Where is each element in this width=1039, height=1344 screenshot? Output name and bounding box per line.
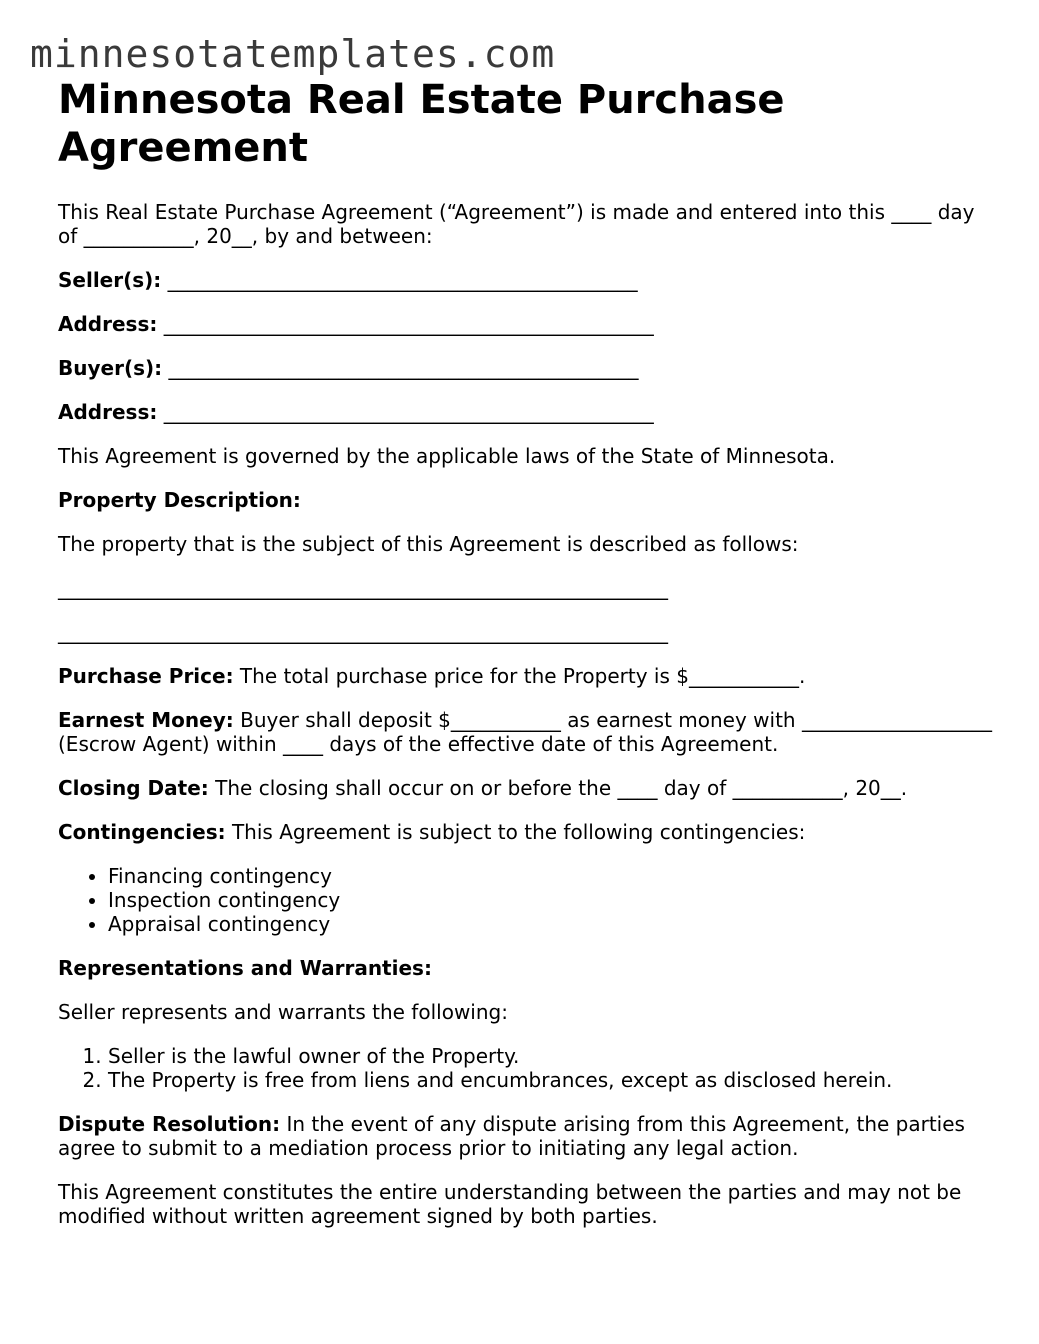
property-heading: Property Description: (58, 488, 301, 512)
buyer-address-label: Address: (58, 400, 158, 424)
warranties-list (58, 1044, 993, 1092)
buyer-blank: _______________________________________________ (168, 356, 639, 380)
property-line-2: _____________________________________________________________ (58, 620, 668, 644)
property-line-1: _____________________________________________________________ (58, 576, 668, 600)
agreement-document (58, 76, 993, 1248)
purchase-price-text: The total purchase price for the Property is $___________. (233, 664, 806, 688)
dispute-text: In the event of any dispute arising from this Agreement, the parties agree to submit to a mediation process prior to initiating any legal action. (58, 1112, 965, 1160)
contingencies-text: This Agreement is subject to the following contingencies: (225, 820, 806, 844)
seller-address-field (58, 312, 993, 336)
governing-law-paragraph: This Agreement is governed by the applicable laws of the State of Minnesota. (58, 444, 836, 468)
closing-date-paragraph (58, 776, 993, 800)
entire-agreement-paragraph: This Agreement constitutes the entire understanding between the parties and may not be modified without written agreement signed by both parties. (58, 1180, 962, 1228)
document-title: Minnesota Real Estate Purchase Agreement (58, 77, 785, 171)
seller-address-label: Address: (58, 312, 158, 336)
purchase-price-paragraph (58, 664, 993, 688)
list-item: 2. The Property is free from liens and encumbrances, except as disclosed herein. (108, 1068, 993, 1092)
seller-field (58, 268, 993, 292)
seller-blank: _______________________________________________ (167, 268, 638, 292)
buyer-address-blank: _________________________________________________ (163, 400, 654, 424)
earnest-money-paragraph (58, 708, 993, 756)
earnest-money-text: Buyer shall deposit $___________ as earnest money with ___________________ (Escrow Agent) within ____ days of the effective date of this Agreement. (58, 708, 992, 756)
list-item: • Inspection contingency (108, 888, 993, 912)
buyer-field (58, 356, 993, 380)
earnest-money-label: Earnest Money: (58, 708, 234, 732)
dispute-label: Dispute Resolution: (58, 1112, 281, 1136)
contingencies-paragraph (58, 820, 993, 844)
seller-label: Seller(s): (58, 268, 162, 292)
list-item: • Appraisal contingency (108, 912, 993, 936)
list-item: 1. Seller is the lawful owner of the Property. (108, 1044, 993, 1068)
property-text: The property that is the subject of this Agreement is described as follows: (58, 532, 799, 556)
contingencies-label: Contingencies: (58, 820, 226, 844)
closing-date-label: Closing Date: (58, 776, 209, 800)
closing-date-text: The closing shall occur on or before the ____ day of ___________, 20__. (208, 776, 908, 800)
site-watermark: minnesotatemplates.com (30, 32, 556, 76)
list-item: • Financing contingency (108, 864, 993, 888)
warranties-heading: Representations and Warranties: (58, 956, 432, 980)
warranties-text: Seller represents and warrants the following: (58, 1000, 508, 1024)
seller-address-blank: _________________________________________________ (163, 312, 654, 336)
buyer-address-field (58, 400, 993, 424)
dispute-paragraph (58, 1112, 993, 1160)
intro-paragraph: This Real Estate Purchase Agreement (“Agreement”) is made and entered into this ____ day of ___________, 20__, by and between: (58, 200, 975, 248)
contingencies-list (58, 864, 993, 936)
buyer-label: Buyer(s): (58, 356, 163, 380)
purchase-price-label: Purchase Price: (58, 664, 234, 688)
